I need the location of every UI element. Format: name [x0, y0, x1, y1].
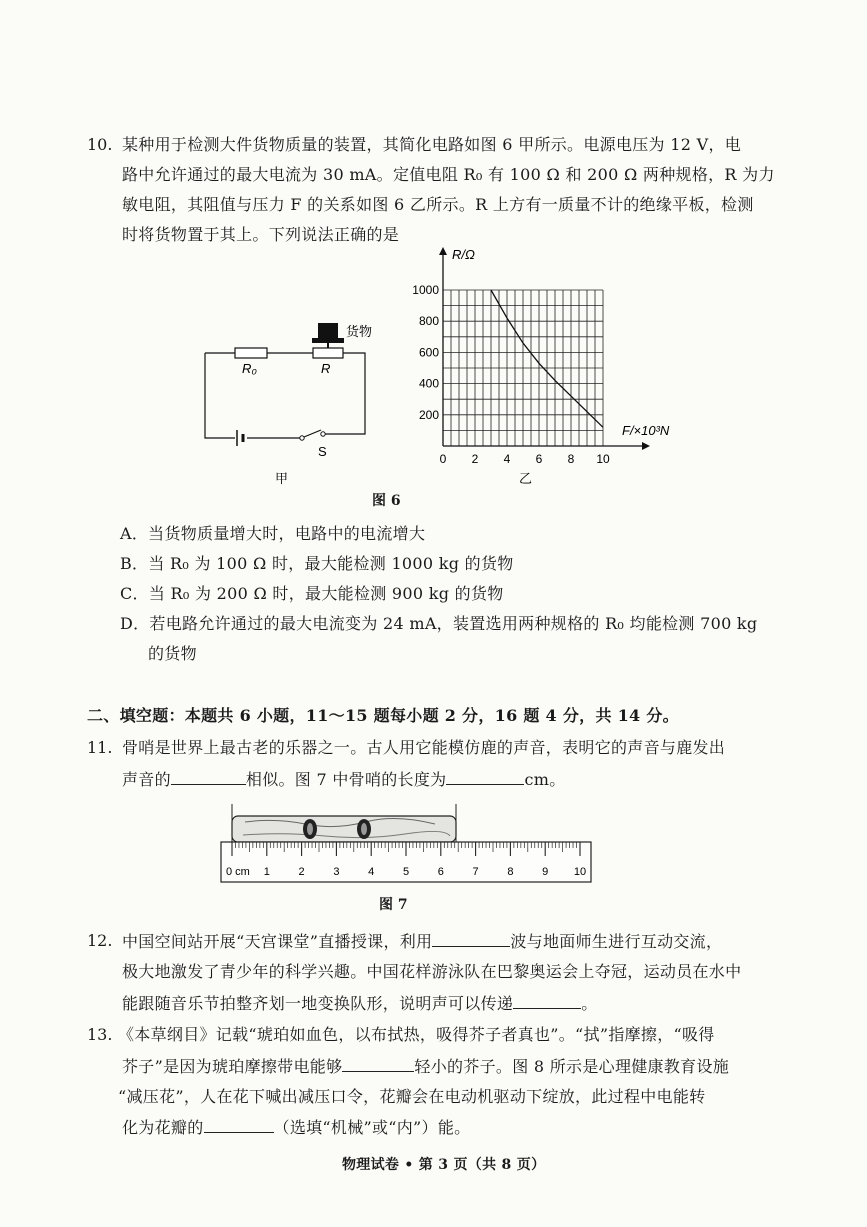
q13-line-2 — [122, 1055, 729, 1078]
q10-line-3: 敏电阻，其阻值与压力 F 的关系如图 6 乙所示。R 上方有一质量不计的绝缘平板，检测 — [122, 195, 754, 214]
r-label: R — [321, 361, 331, 376]
q13-blank-2[interactable] — [204, 1116, 274, 1133]
q13-line-1: 《本草纲目》记载“琥珀如血色，以布拭热，吸得芥子者真也”。“拭”指摩擦，“吸得 — [118, 1025, 715, 1044]
ruler-label: 6 — [437, 866, 444, 878]
resistance-force-graph — [400, 243, 670, 488]
r-resistor — [313, 348, 343, 358]
q11-line-2 — [122, 768, 566, 791]
q11-number: 11. — [87, 738, 113, 757]
x-tick-label: 10 — [596, 452, 610, 466]
graph-grid — [443, 290, 603, 446]
q13-blank-1[interactable] — [342, 1055, 414, 1072]
q10-line-4: 时将货物置于其上。下列说法正确的是 — [122, 225, 400, 244]
q11-text-a: 声音的 — [122, 770, 171, 789]
switch-label: S — [318, 444, 327, 459]
x-tick-label: 8 — [567, 452, 575, 466]
y-tick-label: 600 — [418, 345, 439, 360]
x-tick-label: 6 — [535, 452, 543, 466]
page-footer: 物理试卷 • 第 3 页（共 8 页） — [342, 1157, 546, 1173]
option-d: D．若电路允许通过的最大电流变为 24 mA，装置选用两种规格的 R₀ 均能检测 700 kg — [120, 614, 758, 633]
x-tick-label: 0 — [439, 452, 447, 466]
q12-text-c: 能跟随音乐节拍整齐划一地变换队形，说明声可以传递 — [122, 994, 514, 1013]
graph-caption: 乙 — [519, 471, 533, 486]
q13-text-b: 轻小的芥子。图 8 所示是心理健康教育设施 — [414, 1057, 730, 1076]
q13-number: 13. — [87, 1025, 113, 1044]
q11-blank-1[interactable] — [171, 768, 246, 785]
r0-resistor — [235, 348, 267, 358]
cargo-label: 货物 — [346, 324, 373, 339]
q11-text-b: 相似。图 7 中骨哨的长度为 — [245, 770, 447, 789]
ruler-label: 1 — [263, 866, 270, 878]
q11-line-1: 骨哨是世界上最古老的乐器之一。古人用它能模仿鹿的声音，表明它的声音与鹿发出 — [122, 738, 726, 757]
ruler-label: 4 — [368, 866, 375, 878]
cargo-block-icon — [318, 323, 338, 339]
q12-line-2: 极大地激发了青少年的科学兴趣。中国花样游泳队在巴黎奥运会上夺冠，运动员在水中 — [122, 962, 742, 981]
q13-text-d: （选填“机械”或“内”）能。 — [273, 1118, 471, 1137]
ruler-label: 7 — [472, 866, 479, 878]
ruler-label: 5 — [402, 866, 410, 878]
option-c: C．当 R₀ 为 200 Ω 时，最大能检测 900 kg 的货物 — [120, 584, 504, 603]
y-axis-label: R/Ω — [452, 247, 475, 262]
q12-blank-1[interactable] — [432, 930, 510, 947]
bone-whistle-ruler-figure — [215, 802, 595, 887]
y-tick-label: 800 — [418, 314, 439, 329]
option-a: A．当货物质量增大时，电路中的电流增大 — [120, 524, 426, 543]
figure-7-caption: 图 7 — [379, 897, 408, 913]
y-tick-label: 400 — [418, 376, 439, 391]
q12-text-b: 波与地面师生进行互动交流， — [510, 932, 723, 951]
q13-text-c: 化为花瓣的 — [122, 1118, 204, 1137]
ruler-unit-label: 0 cm — [226, 866, 250, 878]
q11-blank-2[interactable] — [446, 768, 524, 785]
q11-text-c: cm。 — [524, 770, 566, 789]
x-axis-label: F/×10³N — [622, 423, 670, 438]
q10-line-1: 某种用于检测大件货物质量的装置，其简化电路如图 6 甲所示。电源电压为 12 V，电 — [122, 135, 742, 154]
q10-line-2: 路中允许通过的最大电流为 30 mA。定值电阻 R₀ 有 100 Ω 和 200 Ω 两种规格，R 为力 — [122, 165, 775, 184]
q10-number: 10. — [87, 135, 113, 154]
y-tick-label: 200 — [418, 407, 439, 422]
switch-icon — [300, 436, 304, 440]
r0-label: R₀ — [242, 361, 257, 376]
ruler-label: 9 — [542, 866, 549, 878]
y-tick-label: 1000 — [412, 283, 439, 297]
bone-whistle — [232, 816, 456, 842]
q12-text-a: 中国空间站开展“天宫课堂”直播授课，利用 — [122, 932, 433, 951]
q12-number: 12. — [87, 931, 113, 950]
x-tick-label: 2 — [471, 452, 479, 466]
option-d-continued: 的货物 — [148, 644, 197, 663]
ruler-label: 2 — [298, 866, 305, 878]
circuit-caption: 甲 — [275, 471, 289, 486]
figure-6-caption: 图 6 — [372, 493, 401, 509]
q13-text-a: 芥子”是因为琥珀摩擦带电能够 — [122, 1057, 343, 1076]
section-2-title: 二、填空题：本题共 6 小题，11～15 题每小题 2 分，16 题 4 分，共 14 分。 — [87, 706, 679, 725]
q12-line-3 — [122, 992, 598, 1015]
ruler-label: 3 — [333, 866, 340, 878]
q13-line-3: “减压花”，人在花下喊出减压口令，花瓣会在电动机驱动下绽放，此过程中电能转 — [118, 1087, 706, 1106]
q13-line-4 — [122, 1116, 470, 1139]
ruler-label: 10 — [573, 866, 587, 878]
circuit-diagram — [195, 318, 375, 488]
option-b: B．当 R₀ 为 100 Ω 时，最大能检测 1000 kg 的货物 — [120, 554, 514, 573]
ruler-label: 8 — [507, 866, 514, 878]
q12-text-d: 。 — [581, 994, 598, 1013]
x-tick-label: 4 — [503, 452, 511, 466]
q12-line-1 — [122, 930, 722, 953]
q12-blank-2[interactable] — [513, 992, 581, 1009]
